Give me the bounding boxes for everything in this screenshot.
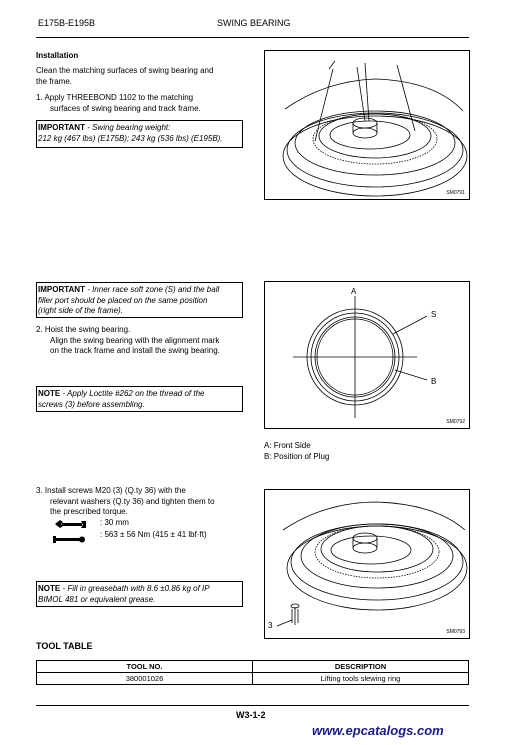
important-soft-zone-box: IMPORTANT - Inner race soft zone (S) and the ball filler port should be placed on the same position (right side of the frame). (36, 282, 243, 318)
footer-rule (36, 705, 469, 706)
important-weight-box: IMPORTANT - Swing bearing weight: 212 kg (467 lbs) (E175B); 243 kg (536 lbs) (E195B). (36, 120, 243, 148)
figure-bearing-top-view (264, 281, 470, 429)
tool-table-title: TOOL TABLE (36, 641, 93, 651)
figure-2-id: SM0792 (446, 419, 465, 425)
figure-3-id: SM0793 (446, 629, 465, 635)
page-number: W3-1-2 (236, 710, 266, 720)
bearing-top-view-illustration (265, 282, 469, 428)
spec-torque: : 563 ± 56 Nm (415 ± 41 lbf·ft) (100, 530, 207, 539)
figure-lifting-bearing (264, 50, 470, 200)
note-grease-box: NOTE - Fill in greasebath with 8.6 ±0.86 kg of IP BIMOL 481 or equivalent grease. (36, 581, 243, 607)
tool-table-header-tool-no: TOOL NO. (37, 661, 253, 673)
installation-intro: Clean the matching surfaces of swing bearing and the frame. (36, 66, 214, 86)
tool-table (36, 660, 469, 685)
tool-number-cell: 380001026 (37, 673, 253, 685)
tool-table-header-description: DESCRIPTION (253, 661, 469, 673)
bearing-installed-illustration (265, 490, 469, 638)
step-2: 2. Hoist the swing bearing. Align the swing bearing with the alignment mark on the track frame and install the swing bearing. (36, 325, 220, 355)
figure-2-legend: A: Front Side B: Position of Plug (264, 441, 330, 461)
table-row (37, 673, 469, 685)
watermark-link[interactable]: www.epcatalogs.com (312, 723, 444, 738)
label-a: A (351, 287, 357, 296)
step-3: 3. Install screws M20 (3) (Q.ty 36) with the relevant washers (Q.ty 36) and tighten them to the prescribed torque. (36, 486, 215, 516)
label-b: B (431, 377, 437, 386)
header-center: SWING BEARING (217, 18, 291, 28)
header-rule (36, 37, 469, 38)
step-1: 1. Apply THREEBOND 1102 to the matching surfaces of swing bearing and track frame. (36, 93, 201, 113)
spec-wrench-size: : 30 mm (100, 518, 129, 527)
installation-title: Installation (36, 51, 79, 60)
tool-table-header-row (37, 661, 469, 673)
header-left: E175B-E195B (38, 18, 96, 28)
figure-bearing-installed (264, 489, 470, 639)
label-screw-3: 3 (268, 621, 273, 630)
figure-1-id: SM0791 (446, 190, 465, 196)
label-s: S (431, 310, 437, 319)
tool-description-cell: Lifting tools slewing ring (253, 673, 469, 685)
note-loctite-box: NOTE - Apply Loctite #262 on the thread of the screws (3) before assembling. (36, 386, 243, 412)
torque-wrench-icon (53, 531, 87, 549)
bearing-lifting-illustration (265, 51, 469, 199)
